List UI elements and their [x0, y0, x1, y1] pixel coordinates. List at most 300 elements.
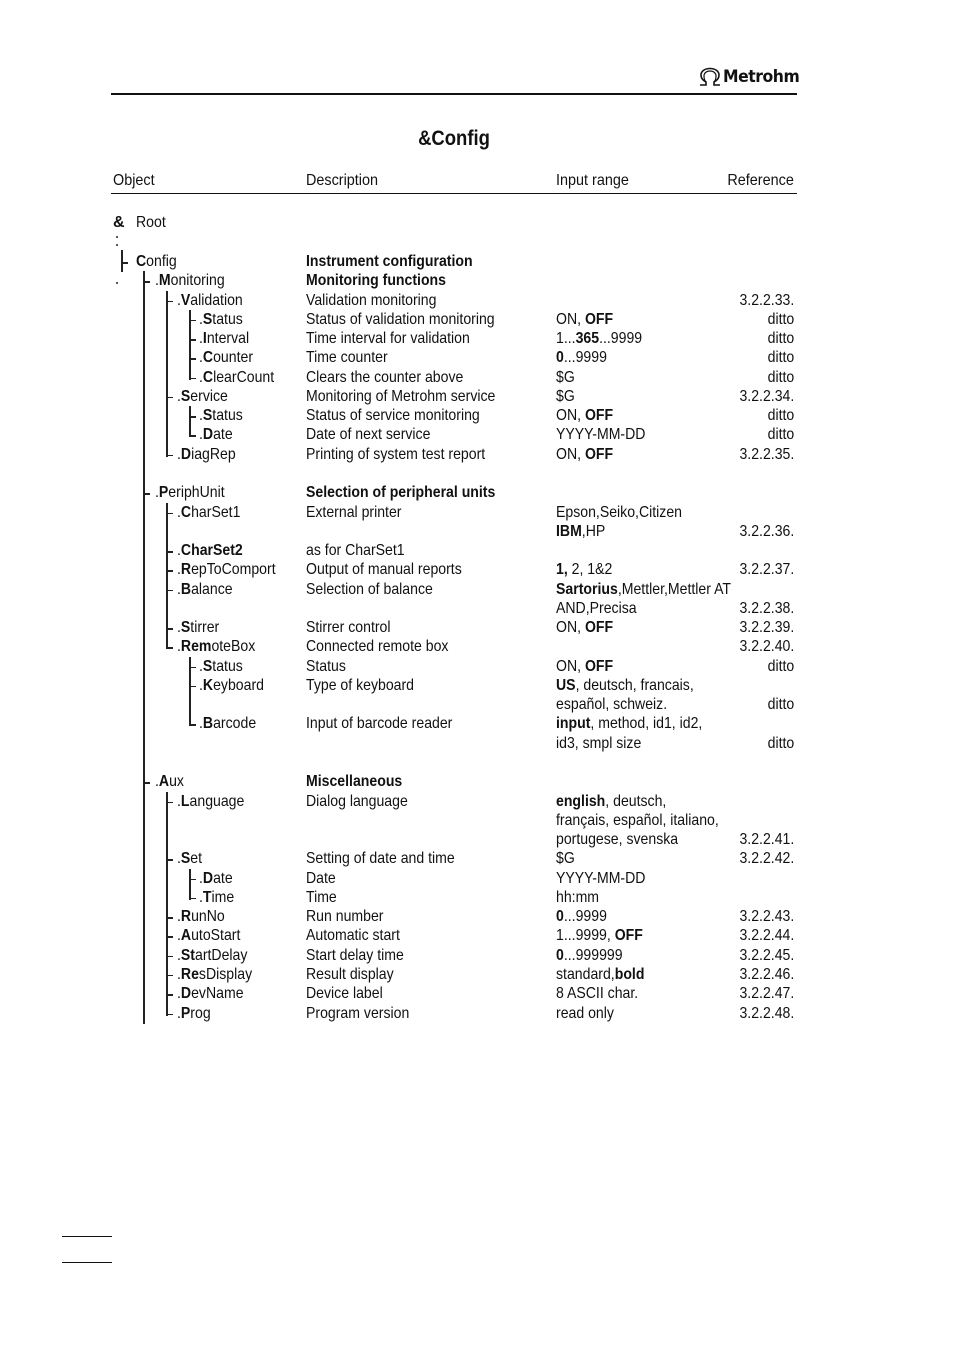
reference: ditto — [767, 734, 794, 752]
object-name — [199, 368, 274, 387]
range-fragment: IBM — [556, 522, 582, 540]
object-prefix: . — [177, 1004, 181, 1022]
object-name — [199, 869, 233, 888]
input-range: $G — [556, 850, 575, 868]
object-rest: rog — [190, 1004, 211, 1022]
range-fragment: ON, — [556, 657, 585, 675]
object-name — [177, 560, 276, 579]
range-fragment: ,HP — [581, 522, 606, 540]
object-rest: learCount — [213, 368, 275, 386]
object-name — [177, 965, 252, 984]
reference: ditto — [767, 368, 794, 386]
object-rest: arcode — [213, 715, 257, 733]
object-rest: ime — [211, 888, 235, 906]
description: Printing of system test report — [306, 445, 486, 463]
description: Device label — [306, 985, 383, 1003]
column-header-reference: Reference — [727, 172, 794, 189]
input-range: AND,Precisa — [556, 599, 637, 617]
table-row — [0, 946, 954, 965]
input-range — [556, 714, 702, 733]
object-prefix: . — [177, 580, 181, 598]
table-row — [0, 907, 954, 926]
object-prefix: . — [199, 715, 203, 733]
object-rest: utoStart — [191, 927, 241, 945]
input-range — [556, 926, 643, 945]
table-row — [0, 560, 954, 579]
table-row — [0, 792, 954, 811]
brand-name: Metrohm — [723, 67, 800, 87]
range-fragment: 1... — [556, 330, 576, 348]
input-range — [556, 348, 607, 367]
object-prefix: . — [177, 542, 181, 560]
range-fragment: , method, id1, id2, — [590, 715, 703, 733]
object-name — [177, 580, 233, 599]
input-range: YYYY-MM-DD — [556, 869, 646, 887]
input-range — [556, 406, 613, 425]
table-row — [0, 329, 954, 348]
object-key: S — [202, 657, 213, 675]
range-fragment: standard, — [556, 965, 615, 983]
table-row — [0, 425, 954, 444]
object-prefix: . — [177, 927, 181, 945]
table-row — [0, 271, 954, 290]
description: Run number — [306, 908, 384, 926]
range-fragment: , deutsch, — [605, 792, 667, 810]
range-fragment: ON, — [556, 619, 585, 637]
description: External printer — [306, 503, 402, 521]
range-fragment: 1...9999, — [556, 927, 615, 945]
description: Type of keyboard — [306, 676, 415, 694]
description: Date — [306, 869, 336, 887]
object-prefix: . — [199, 657, 203, 675]
object-prefix: . — [199, 888, 203, 906]
object-rest: unNo — [191, 908, 225, 926]
description: Date of next service — [306, 426, 431, 444]
description: Monitoring of Metrohm service — [306, 387, 496, 405]
range-fragment: US — [556, 676, 576, 694]
reference: ditto — [767, 696, 794, 714]
input-range: YYYY-MM-DD — [556, 426, 646, 444]
input-range — [556, 965, 644, 984]
table-row — [0, 310, 954, 329]
object-prefix: . — [177, 291, 181, 309]
description: Result display — [306, 965, 394, 983]
object-key: R — [180, 561, 192, 579]
object-prefix: . — [177, 638, 181, 656]
input-range — [556, 676, 694, 695]
object-rest: tatus — [212, 407, 243, 425]
table-row — [0, 657, 954, 676]
reference: ditto — [767, 657, 794, 675]
object-rest: oteBox — [211, 638, 256, 656]
table-row — [0, 676, 954, 695]
table-row — [0, 734, 954, 753]
object-name — [199, 714, 256, 733]
input-range — [556, 618, 613, 637]
input-range — [556, 580, 731, 599]
input-range — [556, 310, 613, 329]
table-row — [0, 695, 954, 714]
object-key: D — [202, 869, 214, 887]
object-prefix: . — [199, 869, 203, 887]
object-rest: alance — [191, 580, 233, 598]
object-name — [177, 907, 225, 926]
object-prefix: . — [199, 426, 203, 444]
description: Selection of peripheral units — [306, 484, 496, 502]
input-range: hh:mm — [556, 888, 600, 906]
object-name — [177, 503, 240, 522]
input-range: français, español, italiano, — [556, 811, 719, 829]
object-key: C — [180, 503, 192, 521]
table-row — [0, 830, 954, 849]
description: Connected remote box — [306, 638, 449, 656]
table-row — [0, 599, 954, 618]
range-fragment: ...9999 — [563, 908, 607, 926]
object-key: L — [180, 792, 190, 810]
range-fragment: 0 — [556, 946, 564, 964]
description: Stirrer control — [306, 619, 391, 637]
object-key: V — [180, 291, 191, 309]
object-rest: eriphUnit — [168, 484, 225, 502]
input-range — [556, 329, 642, 348]
footer-rule-bottom — [62, 1262, 112, 1263]
object-name — [199, 406, 243, 425]
object-name — [177, 445, 236, 464]
object-key: I — [202, 330, 207, 348]
range-fragment: ,Mettler,Mettler AT — [617, 580, 732, 598]
input-range — [556, 907, 607, 926]
object-name — [199, 348, 253, 367]
object-name — [199, 310, 243, 329]
object-name — [177, 984, 244, 1003]
object-rest: ounter — [213, 349, 254, 367]
table-row — [0, 811, 954, 830]
object-prefix: . — [177, 561, 181, 579]
object-rest: ervice — [190, 387, 228, 405]
object-prefix: . — [199, 349, 203, 367]
object-rest: ate — [213, 869, 233, 887]
reference: 3.2.2.48. — [739, 1004, 794, 1022]
object-key: S — [180, 850, 191, 868]
description: as for CharSet1 — [306, 542, 405, 560]
object-key: S — [202, 407, 213, 425]
range-fragment: 0 — [556, 349, 564, 367]
object-prefix: . — [177, 946, 181, 964]
range-fragment: ON, — [556, 310, 585, 328]
range-fragment: ...999999 — [563, 946, 623, 964]
object-prefix: . — [199, 368, 203, 386]
table-row — [0, 926, 954, 945]
object-prefix: . — [155, 272, 159, 290]
object-name — [177, 291, 243, 310]
range-fragment: english — [556, 792, 606, 810]
reference: 3.2.2.38. — [739, 599, 794, 617]
metrohm-logo — [697, 66, 806, 88]
object-key: B — [202, 715, 214, 733]
object-key: C — [202, 349, 214, 367]
object-rest: artDelay — [194, 946, 248, 964]
description: Selection of balance — [306, 580, 433, 598]
description: Status — [306, 657, 346, 675]
object-key: C — [202, 368, 214, 386]
reference: 3.2.2.37. — [739, 561, 794, 579]
table-row — [0, 714, 954, 733]
object-name — [155, 271, 225, 290]
input-range — [556, 657, 613, 676]
range-fragment: 2, 1&2 — [567, 561, 613, 579]
object-name — [136, 252, 177, 271]
object-prefix: . — [199, 330, 203, 348]
object-name — [177, 1004, 211, 1023]
object-rest: onfig — [146, 253, 177, 270]
input-range: $G — [556, 368, 575, 386]
reference: ditto — [767, 407, 794, 425]
reference: 3.2.2.42. — [739, 850, 794, 868]
object-key: CharSet2 — [180, 542, 243, 560]
object-rest: tirrer — [190, 619, 220, 637]
object-name — [199, 657, 243, 676]
object-rest: evName — [191, 985, 244, 1003]
range-fragment: OFF — [584, 619, 614, 637]
object-key: Re — [180, 965, 199, 983]
object-rest: onitoring — [170, 272, 225, 290]
object-key: T — [202, 888, 212, 906]
object-name — [177, 926, 240, 945]
object-key: M — [158, 272, 171, 290]
object-prefix: . — [177, 908, 181, 926]
object-name — [155, 483, 225, 502]
object-key: S — [180, 619, 191, 637]
input-range: $G — [556, 387, 575, 405]
table-row — [0, 406, 954, 425]
object-rest: nterval — [206, 330, 250, 348]
object-key: P — [158, 484, 169, 502]
range-fragment: ...9999 — [599, 330, 643, 348]
input-range — [556, 946, 623, 965]
object-name — [177, 637, 255, 656]
input-range — [556, 445, 613, 464]
object-key: St — [180, 946, 195, 964]
object-name — [177, 541, 243, 560]
object-name — [199, 425, 233, 444]
object-key: Rem — [180, 638, 212, 656]
reference: ditto — [767, 349, 794, 367]
object-name — [199, 329, 249, 348]
description: Status of validation monitoring — [306, 310, 495, 328]
object-key: S — [180, 387, 191, 405]
object-key: B — [180, 580, 192, 598]
object-name — [199, 888, 234, 907]
reference: ditto — [767, 426, 794, 444]
object-key: D — [202, 426, 214, 444]
range-fragment: input — [556, 715, 591, 733]
object-key: D — [180, 985, 192, 1003]
table-row — [0, 483, 954, 502]
reference: 3.2.2.33. — [739, 291, 794, 309]
range-fragment: 1, — [556, 561, 568, 579]
root-label: Root — [136, 214, 166, 231]
object-prefix: . — [177, 387, 181, 405]
description: Dialog language — [306, 792, 408, 810]
object-prefix: . — [199, 676, 203, 694]
object-prefix: . — [177, 850, 181, 868]
object-name — [199, 676, 264, 695]
object-prefix: . — [199, 310, 203, 328]
range-fragment: OFF — [584, 407, 614, 425]
object-name — [177, 849, 202, 868]
reference: 3.2.2.40. — [739, 638, 794, 656]
object-key: C — [136, 253, 147, 270]
range-fragment: ON, — [556, 407, 585, 425]
table-row — [0, 291, 954, 310]
page-title: &Config — [418, 127, 490, 150]
reference: 3.2.2.36. — [739, 522, 794, 540]
column-header-object: Object — [113, 172, 155, 189]
description: Start delay time — [306, 946, 404, 964]
object-rest: ux — [169, 773, 184, 791]
table-row — [0, 252, 954, 271]
table-row — [0, 368, 954, 387]
description: Instrument configuration — [306, 253, 473, 270]
footer-rule-top — [62, 1236, 112, 1237]
input-range: portugese, svenska — [556, 831, 679, 849]
reference: 3.2.2.34. — [739, 387, 794, 405]
reference: 3.2.2.45. — [739, 946, 794, 964]
table-row — [0, 869, 954, 888]
reference: 3.2.2.41. — [739, 831, 794, 849]
range-fragment: OFF — [614, 927, 643, 945]
table-row — [0, 522, 954, 541]
object-rest: iagRep — [191, 445, 236, 463]
reference: 3.2.2.35. — [739, 445, 794, 463]
range-fragment: ...9999 — [563, 349, 607, 367]
object-name — [177, 946, 247, 965]
description: Clears the counter above — [306, 368, 464, 386]
object-prefix: . — [177, 965, 181, 983]
table-row — [0, 445, 954, 464]
description: Automatic start — [306, 927, 400, 945]
reference: 3.2.2.43. — [739, 908, 794, 926]
range-fragment: bold — [614, 965, 645, 983]
header-rule — [111, 93, 797, 95]
table-row — [0, 888, 954, 907]
input-range: read only — [556, 1004, 614, 1022]
reference: 3.2.2.46. — [739, 965, 794, 983]
object-rest: harSet1 — [191, 503, 241, 521]
object-rest: tatus — [212, 657, 243, 675]
input-range — [556, 792, 666, 811]
tree-dot — [116, 244, 118, 246]
range-fragment: , deutsch, francais, — [575, 676, 694, 694]
input-range: Epson,Seiko,Citizen — [556, 503, 683, 521]
table-row — [0, 541, 954, 560]
column-header-rule — [111, 193, 797, 194]
table-row — [0, 984, 954, 1003]
table-row — [0, 1004, 954, 1023]
table-row — [0, 348, 954, 367]
object-prefix: . — [155, 773, 159, 791]
description: Miscellaneous — [306, 773, 403, 791]
object-prefix: . — [199, 407, 203, 425]
object-key: A — [158, 773, 170, 791]
object-prefix: . — [177, 619, 181, 637]
reference: ditto — [767, 330, 794, 348]
table-row — [0, 387, 954, 406]
object-rest: et — [190, 850, 203, 868]
column-header-input-range: Input range — [556, 172, 629, 189]
object-prefix: . — [177, 445, 181, 463]
object-key: K — [202, 676, 214, 694]
table-row — [0, 637, 954, 656]
object-rest: alidation — [190, 291, 243, 309]
object-rest: ate — [213, 426, 233, 444]
description: Setting of date and time — [306, 850, 455, 868]
object-rest: sDisplay — [198, 965, 253, 983]
description: Time — [306, 888, 337, 906]
column-header-description: Description — [306, 172, 379, 189]
table-row — [0, 618, 954, 637]
object-name — [155, 772, 184, 791]
object-key: R — [180, 908, 192, 926]
object-name — [177, 792, 244, 811]
description: Output of manual reports — [306, 561, 462, 579]
object-rest: epToComport — [191, 561, 276, 579]
object-rest: anguage — [189, 792, 245, 810]
object-key: D — [180, 445, 192, 463]
description: Input of barcode reader — [306, 715, 453, 733]
table-row — [0, 965, 954, 984]
table-row — [0, 503, 954, 522]
input-range — [556, 560, 612, 579]
reference: ditto — [767, 310, 794, 328]
range-fragment: 365 — [575, 330, 600, 348]
description: Time interval for validation — [306, 330, 470, 348]
reference: 3.2.2.47. — [739, 985, 794, 1003]
table-row — [0, 772, 954, 791]
input-range — [556, 522, 605, 541]
object-prefix: . — [177, 985, 181, 1003]
range-fragment: Sartorius — [556, 580, 618, 598]
input-range: 8 ASCII char. — [556, 985, 639, 1003]
description: Program version — [306, 1004, 410, 1022]
object-key: S — [202, 310, 213, 328]
object-key: P — [180, 1004, 191, 1022]
object-key: A — [180, 927, 192, 945]
description: Validation monitoring — [306, 291, 437, 309]
range-fragment: OFF — [584, 310, 614, 328]
input-range: id3, smpl size — [556, 734, 642, 752]
description: Time counter — [306, 349, 388, 367]
reference: 3.2.2.44. — [739, 927, 794, 945]
range-fragment: OFF — [584, 657, 614, 675]
object-prefix: . — [155, 484, 159, 502]
range-fragment: 0 — [556, 908, 564, 926]
range-fragment: ON, — [556, 445, 585, 463]
object-rest: tatus — [212, 310, 243, 328]
description: Monitoring functions — [306, 272, 446, 290]
range-fragment: OFF — [584, 445, 614, 463]
description: Status of service monitoring — [306, 407, 480, 425]
omega-logo-icon — [697, 67, 723, 87]
root-symbol: & — [113, 214, 125, 231]
object-name — [177, 618, 219, 637]
object-prefix: . — [177, 503, 181, 521]
object-rest: eyboard — [213, 676, 264, 694]
object-prefix: . — [177, 792, 181, 810]
table-row — [0, 849, 954, 868]
tree-dot — [116, 236, 118, 238]
input-range: español, schweiz. — [556, 696, 668, 714]
